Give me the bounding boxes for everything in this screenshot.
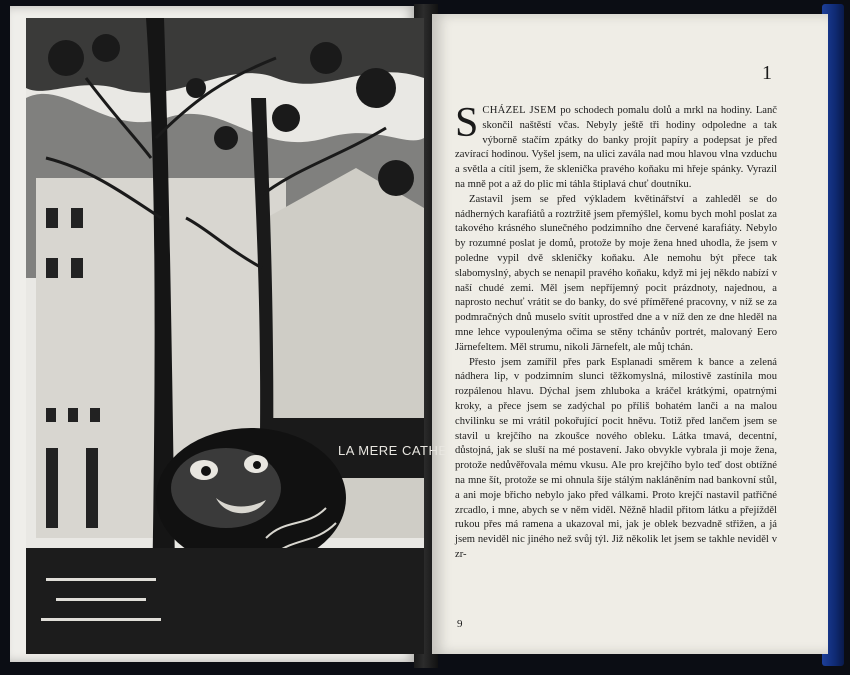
chapter-number: 1	[762, 62, 772, 84]
paragraph-1	[455, 100, 777, 193]
paragraph-1-text: po schodech pomalu dolů a mrkl na hodiny. Lanč skončil naštěstí včas. Nebyly ještě tři hodiny odpoledne a tak výborně stačím zpátky do banky projít papíry a podepsat je před zavírací hodinou. Vyšel jsem, na ulici zavála nad mou hlavou vlna vzduchu a světla a cítil jsem, že sklenička pravého koňaku mi hřeje spánky. Vyrazil na mně pot a až do plic mi táhla štiplavá chuť doutníku.	[455, 105, 777, 190]
paragraph-3: Přesto jsem zamířil přes park Esplanadi směrem k bance a zelená nádhera lip, v podzimním slunci těžkomyslná, milostivě zastínila mou rozpálenou hlavu. Dýchal jsem zhluboka a kráčel krátkými, opatrnými kroky, a přece jsem se zadýchal po příliš bohatém lanči a na malou chvilinku se mi vrátil pokořující pocit hněvu. Totiž před lančem jsem se stavil u krejčího na zkoušce nového obleku. Látka tmavá, decentní, důstojná, jak se sluší na mé postavení. Jako obvykle vybrala ji moje žena, protože nedůvěřovala mému vkusu. Ale pro krejčího bylo teď dost obtížné na mne šít, protože se mi ohnula šíje stálým nakláněním nad bankovní stůl, a ani moje břicho nebylo jako před válkami. Proto krejčí nastavil patřičné zrcadlo, i mne, abych se v něm viděl. Něžně hladil přitom látku a přejížděl rukou přes má ramena a ukazoval mi, jak je oblek bezvadně střižen, a já jsem neviděl nic jiného než svůj týl. Již několik let jsem se takhle neviděl v zr-	[455, 356, 777, 560]
drop-cap: S	[455, 100, 479, 146]
paragraph-2: Zastavil jsem se před výkladem květinářství a zahleděl se do nádherných karafiátů a roztržitě jsem přemýšlel, komu bych mohl poslat za takového krásného slunečného podzimního dne červené karafiáty. Nebylo by rozumné poslat je domů, protože by moje žena hned uhodla, že jsem v poledne vypil dvě skleničky koňaku. Ale nemohu být přece tak slabomyslný, abych se nenapil pravého koňaku, když mi jej někdo nabízí v naší chudé zemi. Měl jsem nepříjemný pocit prázdnoty, najednou, a naprosto nechuť vrátit se do banky, do své příměřené pracovny, v níž se za podmračných dnů muselo svítit uprostřed dne a v níž den ze dne hleděl na mne lehce vypoulenýma očima se stěny tchánův portrét, malovaný Eero Järnefeltem. Měl strumu, nikoli Järnefelt, ale můj tchán.	[455, 193, 777, 353]
opening-words: CHÁZEL JSEM	[482, 105, 557, 116]
body-text	[455, 100, 777, 604]
woodcut-illustration	[26, 18, 448, 654]
page-number: 9	[457, 618, 463, 630]
shop-sign-text: LA MERE CATHE	[338, 443, 448, 458]
